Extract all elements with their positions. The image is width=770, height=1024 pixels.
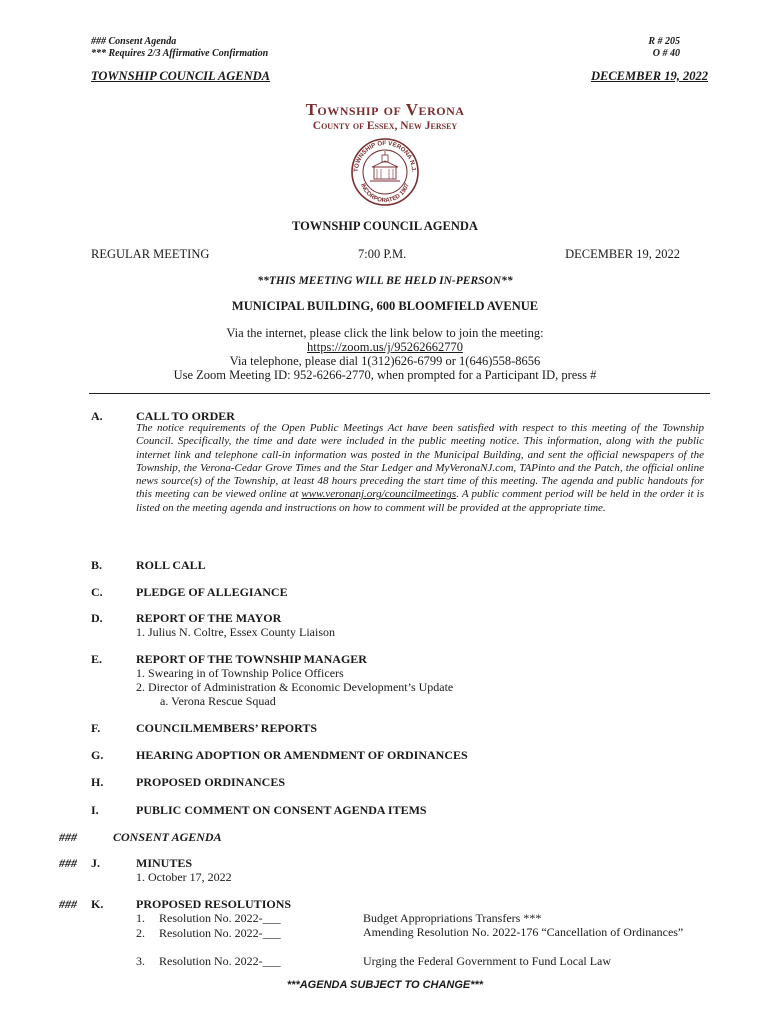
resolution-number: 1. xyxy=(136,911,145,925)
resolution-description: Amending Resolution No. 2022-176 “Cancellation of Ordinances” xyxy=(363,925,684,939)
list-item: 1. October 17, 2022 xyxy=(136,870,232,884)
resolution-label: Resolution No. 2022-___ xyxy=(159,911,281,925)
section-letter-h: H. xyxy=(91,775,104,789)
resolution-number: 2. xyxy=(136,926,145,940)
consent-marker: ### xyxy=(59,897,77,911)
section-letter-c: C. xyxy=(91,585,103,599)
in-person-note: **THIS MEETING WILL BE HELD IN-PERSON** xyxy=(257,275,513,287)
resolution-description: Urging the Federal Government to Fund Local Law xyxy=(363,954,612,968)
section-letter-f: F. xyxy=(91,721,101,735)
list-item: 1. Swearing in of Township Police Officers xyxy=(136,666,344,680)
zoom-link[interactable]: https://zoom.us/j/95262662770 xyxy=(307,340,463,354)
list-item: 2. Director of Administration & Economic Development’s Update xyxy=(136,680,454,694)
section-title-roll-call: ROLL CALL xyxy=(136,558,206,572)
county-name: County of Essex, New Jersey xyxy=(312,120,458,132)
resolution-number: 3. xyxy=(136,954,145,968)
agenda-change-notice: ***AGENDA SUBJECT TO CHANGE*** xyxy=(286,979,484,991)
svg-text:TOWNSHIP OF VERONA N.J.: TOWNSHIP OF VERONA N.J. xyxy=(352,139,418,173)
svg-text:INCORPORATED 1907: INCORPORATED 1907 xyxy=(359,182,411,205)
township-seal xyxy=(350,137,420,207)
council-meetings-link[interactable]: www.veronanj.org/councilmeetings xyxy=(301,488,457,501)
agenda-title: TOWNSHIP COUNCIL AGENDA xyxy=(292,219,478,233)
affirmative-legend: *** Requires 2/3 Affirmative Confirmation xyxy=(91,48,269,59)
section-title-resolutions: PROPOSED RESOLUTIONS xyxy=(136,897,292,911)
resolution-description: Budget Appropriations Transfers *** xyxy=(363,911,542,925)
consent-agenda-heading: CONSENT AGENDA xyxy=(113,830,222,844)
section-letter-g: G. xyxy=(91,748,104,762)
seal-icon xyxy=(350,137,420,207)
notice-text: The notice requirements of the Open Public Meetings Act have been satisfied with respect to this meeting of the Township Council. Specifically, the time and date were included in the public meeting notice. This information, along with the public internet link and telephone call-in information was posted in the Municipal Building, and sent the official newspapers of the Township, the Verona-Cedar Grove Times and the Star Ledger and MyVeronaNJ.com, TAPinto and the Patch, the official online news source(s) of the Township, at least 48 hours preceding the start time of this meeting. The agenda and public handouts for this meeting can be viewed online at xyxy=(136,422,704,501)
zoom-link-line xyxy=(0,340,770,355)
section-title-call-to-order: CALL TO ORDER xyxy=(136,409,235,423)
list-item: 1. Julius N. Coltre, Essex County Liaison xyxy=(136,625,335,639)
township-name: Township of Verona xyxy=(305,100,465,119)
section-letter-k: K. xyxy=(91,897,104,911)
divider xyxy=(89,393,710,394)
section-title-public-comment: PUBLIC COMMENT ON CONSENT AGENDA ITEMS xyxy=(136,803,427,817)
section-title-pledge: PLEDGE OF ALLEGIANCE xyxy=(136,585,288,599)
section-letter-j: J. xyxy=(91,856,100,870)
notice-tail: . A public comment period will be held in the order it is listed on the meeting agenda and instructions on how to comment will be provided at the appropriate time. xyxy=(136,488,704,514)
resolution-label: Resolution No. 2022-___ xyxy=(159,926,281,940)
meeting-time: 7:00 P.M. xyxy=(358,247,407,261)
consent-marker: ### xyxy=(59,830,77,844)
ordinance-count: O # 40 xyxy=(652,48,680,59)
meeting-type: REGULAR MEETING xyxy=(91,247,210,261)
header-agenda-title: TOWNSHIP COUNCIL AGENDA xyxy=(91,69,270,83)
internet-instructions: Via the internet, please click the link below to join the meeting: xyxy=(226,326,544,340)
zoom-id-instructions: Use Zoom Meeting ID: 952-6266-2770, when prompted for a Participant ID, press # xyxy=(173,368,597,382)
section-title-minutes: MINUTES xyxy=(136,856,193,870)
section-letter-b: B. xyxy=(91,558,103,572)
section-title-ordinance-hearing: HEARING ADOPTION OR AMENDMENT OF ORDINANCES xyxy=(136,748,468,762)
header-date: DECEMBER 19, 2022 xyxy=(590,69,708,83)
section-title-manager-report: REPORT OF THE TOWNSHIP MANAGER xyxy=(136,652,367,666)
section-title-mayor-report: REPORT OF THE MAYOR xyxy=(136,611,282,625)
list-subitem: a. Verona Rescue Squad xyxy=(160,694,276,708)
section-letter-i: I. xyxy=(91,803,99,817)
consent-legend: ### Consent Agenda xyxy=(91,36,177,47)
section-title-proposed-ordinances: PROPOSED ORDINANCES xyxy=(136,775,286,789)
consent-marker: ### xyxy=(59,856,77,870)
section-title-council-reports: COUNCILMEMBERS’ REPORTS xyxy=(136,721,318,735)
meeting-date: DECEMBER 19, 2022 xyxy=(565,247,680,261)
opma-notice xyxy=(136,422,704,515)
section-letter-a: A. xyxy=(91,409,103,423)
telephone-instructions: Via telephone, please dial 1(312)626-6799 or 1(646)558-8656 xyxy=(229,354,541,368)
resolution-count: R # 205 xyxy=(648,36,680,47)
resolution-label: Resolution No. 2022-___ xyxy=(159,954,281,968)
meeting-location: MUNICIPAL BUILDING, 600 BLOOMFIELD AVENUE xyxy=(231,299,539,313)
section-letter-d: D. xyxy=(91,611,103,625)
section-letter-e: E. xyxy=(91,652,103,666)
